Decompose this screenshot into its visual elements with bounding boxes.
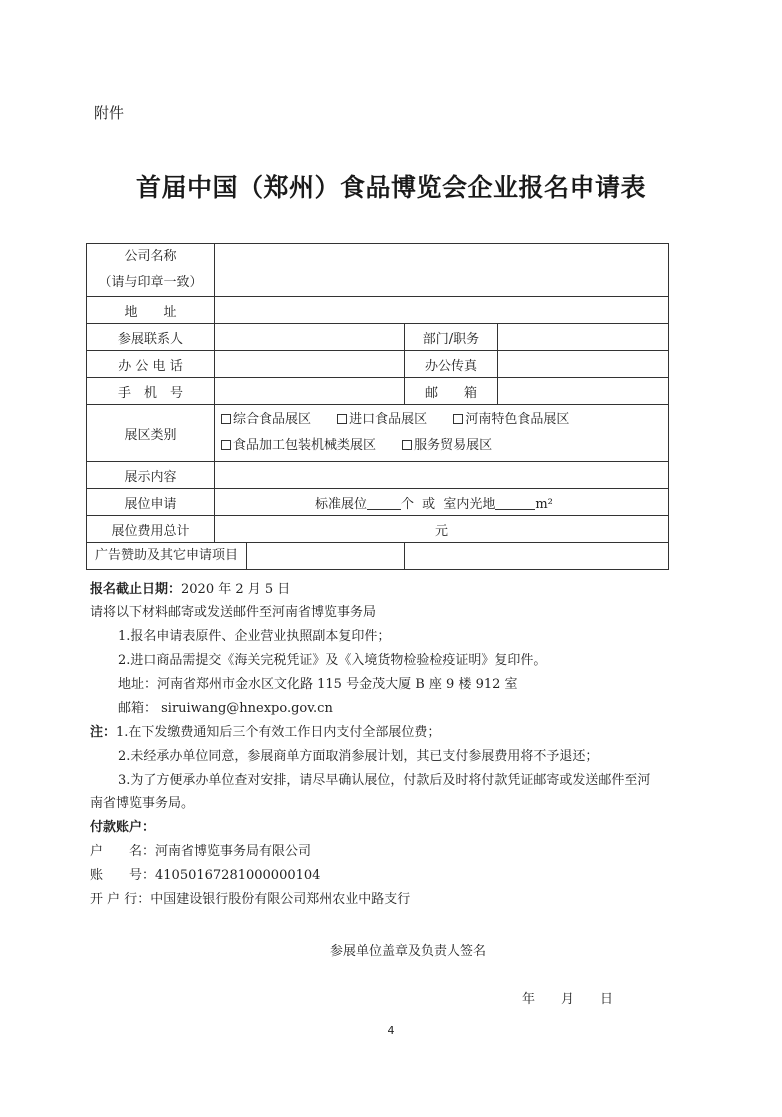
fee-label: 展位费用总计 [87,516,215,543]
booth-area-blank[interactable] [495,497,535,510]
ad-row [87,543,405,570]
email-field[interactable] [498,378,669,405]
company-name-label-line2: （请与印章一致） [98,275,203,290]
zone-option-general[interactable] [221,407,311,433]
payment-account-line [90,864,320,883]
deadline-value: 2020 年 2 月 5 日 [181,582,291,597]
checkbox-icon[interactable] [453,414,463,424]
mobile-field[interactable] [215,378,405,405]
materials-item-2: 2.进口商品需提交《海关完税凭证》及《入境货物检验检疫证明》复印件。 [118,653,547,668]
deadline-label: 报名截止日期： [90,582,182,597]
payment-label: 付款账户： [90,820,156,835]
checkbox-icon[interactable] [337,414,347,424]
note-3a: 3.为了方便承办单位查对安排，请尽早确认展位，付款后及时将付款凭证邮寄或发送邮件至河 [118,773,651,788]
signature-date: 年 月 日 [522,992,614,1007]
office-phone-field[interactable] [215,351,405,378]
page-title: 首届中国（郑州）食品博览会企业报名申请表 [135,173,646,202]
zone-options [215,405,669,462]
mailing-address: 地址：河南省郑州市金水区文化路 115 号金茂大厦 B 座 9 楼 912 室 [118,677,518,692]
note-1-line [90,721,440,740]
deadline-line [90,578,290,597]
exhibit-field[interactable] [215,462,669,489]
payment-bank-value: 中国建设银行股份有限公司郑州农业中路支行 [150,892,411,907]
dept-label: 部门/职务 [405,324,498,351]
signature-label: 参展单位盖章及负责人签名 [330,944,487,959]
payment-bank-label: 开 户 行： [90,892,151,907]
page-number: 4 [387,1024,395,1037]
ad-field[interactable] [405,543,669,570]
exhibit-label: 展示内容 [87,462,215,489]
dept-field[interactable] [498,324,669,351]
checkbox-icon[interactable] [221,440,231,450]
zone-option-henan[interactable] [453,407,569,433]
note-2: 2.未经承办单位同意，参展商单方面取消参展计划，其已支付参展费用将不予退还； [118,749,599,764]
fee-unit: 元 [435,523,449,539]
zone-option-machinery[interactable] [221,433,376,459]
payment-account-value: 41050167281000000104 [155,868,321,883]
registration-form-table [86,243,669,570]
zone-option-import[interactable] [337,407,427,433]
fee-field[interactable] [215,516,669,543]
zone-option-label: 食品加工包装机械类展区 [233,438,377,453]
zone-option-service[interactable] [402,433,492,459]
send-intro: 请将以下材料邮寄或发送邮件至河南省博览事务局 [90,605,377,620]
contact-field[interactable] [215,324,405,351]
note-label: 注： [90,725,117,740]
attachment-label: 附件 [94,104,125,122]
ad-label: 广告赞助及其它申请项目 [87,543,247,569]
payment-name-value: 河南省博览事务局有限公司 [155,844,312,859]
booth-standard-label: 标准展位 [315,496,368,512]
payment-bank-line [90,888,410,907]
company-name-label [87,244,215,297]
zone-option-label: 服务贸易展区 [414,438,493,453]
note-3b: 南省博览事务局。 [90,796,195,811]
email-label: 邮 箱 [405,378,498,405]
payment-name-label: 户 名： [90,844,156,859]
contact-label: 参展联系人 [87,324,215,351]
mobile-label: 手 机 号 [87,378,215,405]
payment-name-line [90,840,311,859]
zone-option-label: 进口食品展区 [349,412,428,427]
office-phone-label: 办 公 电 话 [87,351,215,378]
booth-field [215,489,669,516]
payment-account-label: 账 号： [90,868,156,883]
checkbox-icon[interactable] [221,414,231,424]
booth-indoor-label: 室内光地 [443,496,496,512]
booth-area-unit: m² [535,496,553,512]
office-fax-field[interactable] [498,351,669,378]
address-field[interactable] [215,297,669,324]
zone-option-label: 河南特色食品展区 [465,412,570,427]
office-fax-label: 办公传真 [405,351,498,378]
booth-unit-label: 个 [401,496,415,512]
booth-label: 展位申请 [87,489,215,516]
materials-item-1: 1.报名申请表原件、企业营业执照副本复印件； [118,629,391,644]
address-label: 地 址 [87,297,215,324]
company-name-field[interactable] [215,244,669,297]
zone-label: 展区类别 [87,405,215,462]
zone-option-label: 综合食品展区 [233,412,312,427]
booth-or-label: 或 [422,496,436,512]
contact-email: 邮箱： siruiwang@hnexpo.gov.cn [118,701,333,716]
company-name-label-line1: 公司名称 [124,249,177,264]
note-1: 1.在下发缴费通知后三个有效工作日内支付全部展位费； [116,725,441,740]
booth-count-blank[interactable] [367,497,401,510]
checkbox-icon[interactable] [402,440,412,450]
